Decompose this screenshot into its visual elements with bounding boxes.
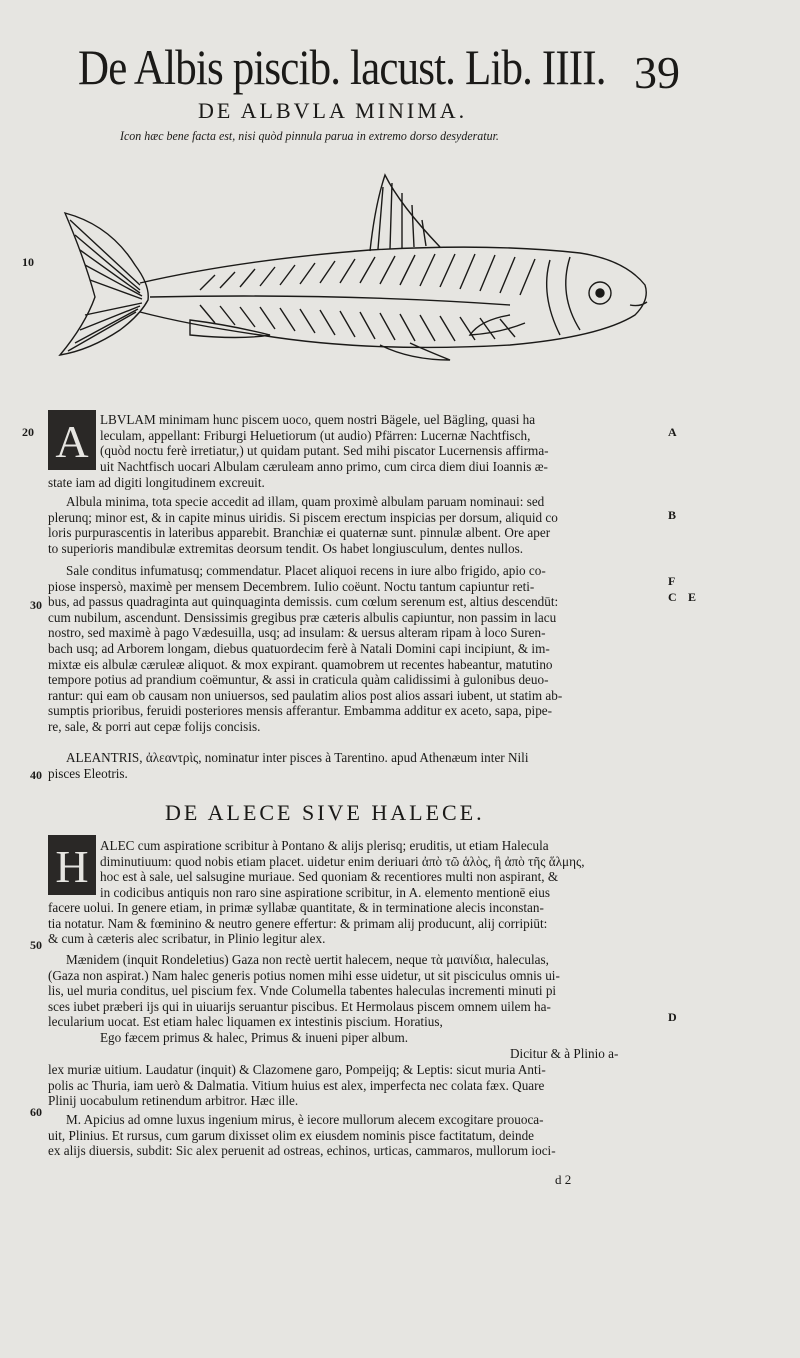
paragraph-albula-description [48,494,558,556]
paragraph-albula-intro-cont [100,459,548,475]
line-number-10: 10 [22,255,34,269]
text-line: sumptis prioribus, feruidi posteriores mensis afferantur. Embamma additur ex aceto, sapa, pipe- [48,703,553,719]
text-line: tempore potius ad prandium coëmuntur, & assi in craticula quàm calidissimi à gulonibus deuo- [48,672,549,688]
line-number-50: 50 [30,938,42,952]
text-line: ex alijs diuersis, subdit: Sic alex peruenit ad ostreas, echinos, urticas, cammaros, mullorum ioci- [48,1143,556,1159]
text-line: to superioris mandibulæ extremitas deorsum tendit. Os habet longiusculum, dentes nullos. [48,540,524,556]
text-line: diminutiuum: quod nobis etiam placet. uidetur enim deriuari ἀπὸ τῶ ἁλὸς, ἢ ἀπὸ τῆς ἅλμης, [100,853,585,869]
running-head: De Albis piscib. lacust. Lib. IIII. [78,39,606,95]
paragraph-albula-capture [48,563,562,735]
text-line: Dicitur & à Plinio a- [510,1046,619,1061]
paragraph-alec-intro-cont [48,900,547,947]
line-number-30: 30 [30,598,42,612]
text-line: LBVLAM minimam hunc piscem uoco, quem nostri Bägele, uel Bägling, quasi ha [100,412,536,427]
text-line: Sale conditus infumatusq; commendatur. Placet aliquoi recens in iure albo frigido, apio co- [66,563,546,578]
text-line: Mænidem (inquit Rondeletius) Gaza non rectè uertit halecem, neque τὰ μαινίδια, haleculas, [66,952,549,967]
signature-mark: d 2 [555,1172,572,1187]
text-line: loris purpurascentis in lateribus apparebit. Branchiæ ei quaternæ sunt. pinnulæ albent. Ore aper [48,525,551,541]
text-line: bach usq; ad Arborem longam, diebus quatuordecim ferè à Natali Domini capi incipiunt, & im- [48,640,550,656]
text-line: & cum à cæteris alec scribatur, in Plinio legitur alex. [48,931,326,947]
figure-caption: Icon hæc bene facta est, nisi quòd pinnula parua in extremo dorso desyderatur. [120,128,499,143]
decorated-initial-A: A [48,410,96,470]
text-line: uit, Plinius. Et rursus, cum garum dixisset olim ex eiusdem nominis pisce factitatum, deinde [48,1127,535,1143]
text-line: bus, ad passus quadraginta aut quinquaginta demissis. cum cœlum serenum est, altius descendūt: [48,594,559,610]
margin-letter-a: A [668,425,677,439]
paragraph-plinius-start [510,1046,618,1062]
paragraph-aleantris [48,750,529,781]
paragraph-albula-intro-end [48,475,265,491]
text-line: Albula minima, tota specie accedit ad illam, quam proximè albulam paruam nominaui: sed [66,494,545,509]
page-number: 39 [634,47,680,98]
text-line: rantur: qui eam ob causam non uniuersos, sed paulatim alios post alios assari iubent, ut statim ab- [48,687,563,703]
text-line: facere uolui. In genere etiam, in primæ syllabæ quantitate, & in terminatione alecis inconstan- [48,900,544,915]
text-line: ALEANTRIS, ἀλεαντρὶς, nominatur inter pisces à Tarentino. apud Athenæum inter Nili [66,750,529,765]
text-line: sces iubet præberi ijs qui in uiuarijs seruantur piscibus. Et Hermolaus piscem omnem uilem ha- [48,998,551,1014]
margin-letter-c: C [668,590,677,604]
fish-woodcut-illustration [40,165,660,380]
margin-letter-b: B [668,508,677,522]
line-number-20: 20 [22,425,34,439]
text-line: tia notatur. Nam & fœminino & neutro genere effertur: & primam alij producunt, alij corripiūt: [48,915,548,931]
paragraph-plinius [48,1062,546,1109]
text-line: leculam, appellant: Friburgi Heluetiorum (ut audio) Pfärren: Lucernæ Nachtfisch, [100,427,531,443]
text-line: polis ac Thuria, iam uerò & Dalmatia. Vitium huius est alex, imperfecta nec colata fæx. Quare [48,1077,545,1093]
text-line: Plinij uocabulum retinendum arbitror. Hæc ille. [48,1093,299,1109]
text-line: M. Apicius ad omne luxus ingenium mirus, è iecore mullorum alecem excogitare prouoca- [66,1112,544,1127]
margin-letter-f: F [668,574,676,588]
line-number-60: 60 [30,1105,42,1119]
text-line: re, sale, & porri aut cepæ folijs concisis. [48,718,261,734]
line-number-40: 40 [30,768,42,782]
section-title-alec: DE ALECE SIVE HALECE. [165,800,485,825]
paragraph-albula-intro [100,412,655,459]
text-line: pisces Eleotris. [48,765,128,781]
text-line: (Gaza non aspirat.) Nam halec generis potius nomen mihi esse uidetur, ut sit pisciculus omnis ui- [48,967,560,983]
verse-horatius: Ego fæcem primus & halec, Primus & inueni piper album. [100,1030,409,1045]
text-line: piose inspersò, maximè per mensem Decembrem. Iulio coëunt. Noctu tantum capiuntur reti- [48,578,535,594]
margin-letter-e: E [688,590,697,604]
text-line: in codicibus antiquis non raro sine aspiratione scribitur, in A. elemento mentionē eius [100,884,550,900]
text-line: mixtæ eis albulæ cæruleæ aliquot. & mox expirant. quamobrem ut recentes habeantur, matutino [48,656,553,672]
text-line: cum nubilum, ascendunt. Densissimis gregibus præ cæteris albulis capiuntur, non passim in lacu [48,609,557,625]
paragraph-alec-intro [100,838,585,900]
text-line: lecularium uocat. Est etiam halec liquamen ex intestinis piscium. Horatius, [48,1014,443,1030]
text-line: ALEC cum aspiratione scribitur à Pontano & alijs plerisq; eruditis, ut etiam Halecula [100,838,549,853]
paragraph-rondeletius [48,952,560,1030]
text-line: plerunq; minor est, & in capite minus uiridis. Si piscem erectum inspicias per dorsum, aliquid co [48,509,558,525]
decorated-initial-H: H [48,835,96,895]
text-line: (quòd noctu ferè irretiatur,) ut quidam putant. Sed mihi piscator Lucernensis affirma- [100,443,549,459]
text-line: lex muriæ uitium. Laudatur (inquit) & Clazomene garo, Pompeijq; & Leptis: sicut muria Anti- [48,1062,546,1077]
text-line: state iam ad digiti longitudinem excreuit. [48,475,265,490]
text-line: hoc est à sale, uel salsugine muriaue. Sed quoniam & recentiores multi non aspirant, & [100,869,559,885]
text-line: nostro, sed maximè à pago Vædesuilla, usq; ad insulam: & uersus alteram ripam à loco Suren- [48,625,546,641]
margin-letter-d: D [668,1010,677,1024]
text-line: uit Nachtfisch uocari Albulam cæruleam anno primo, cum circa diem diui Ioannis æ- [100,459,548,474]
paragraph-apicius [48,1112,556,1159]
section-title-albula: DE ALBVLA MINIMA. [198,98,468,123]
text-line: lis, uel muria conditus, uel piscium fex. Vnde Columella tabentes haleculas incrementi minuti pi [48,983,557,999]
